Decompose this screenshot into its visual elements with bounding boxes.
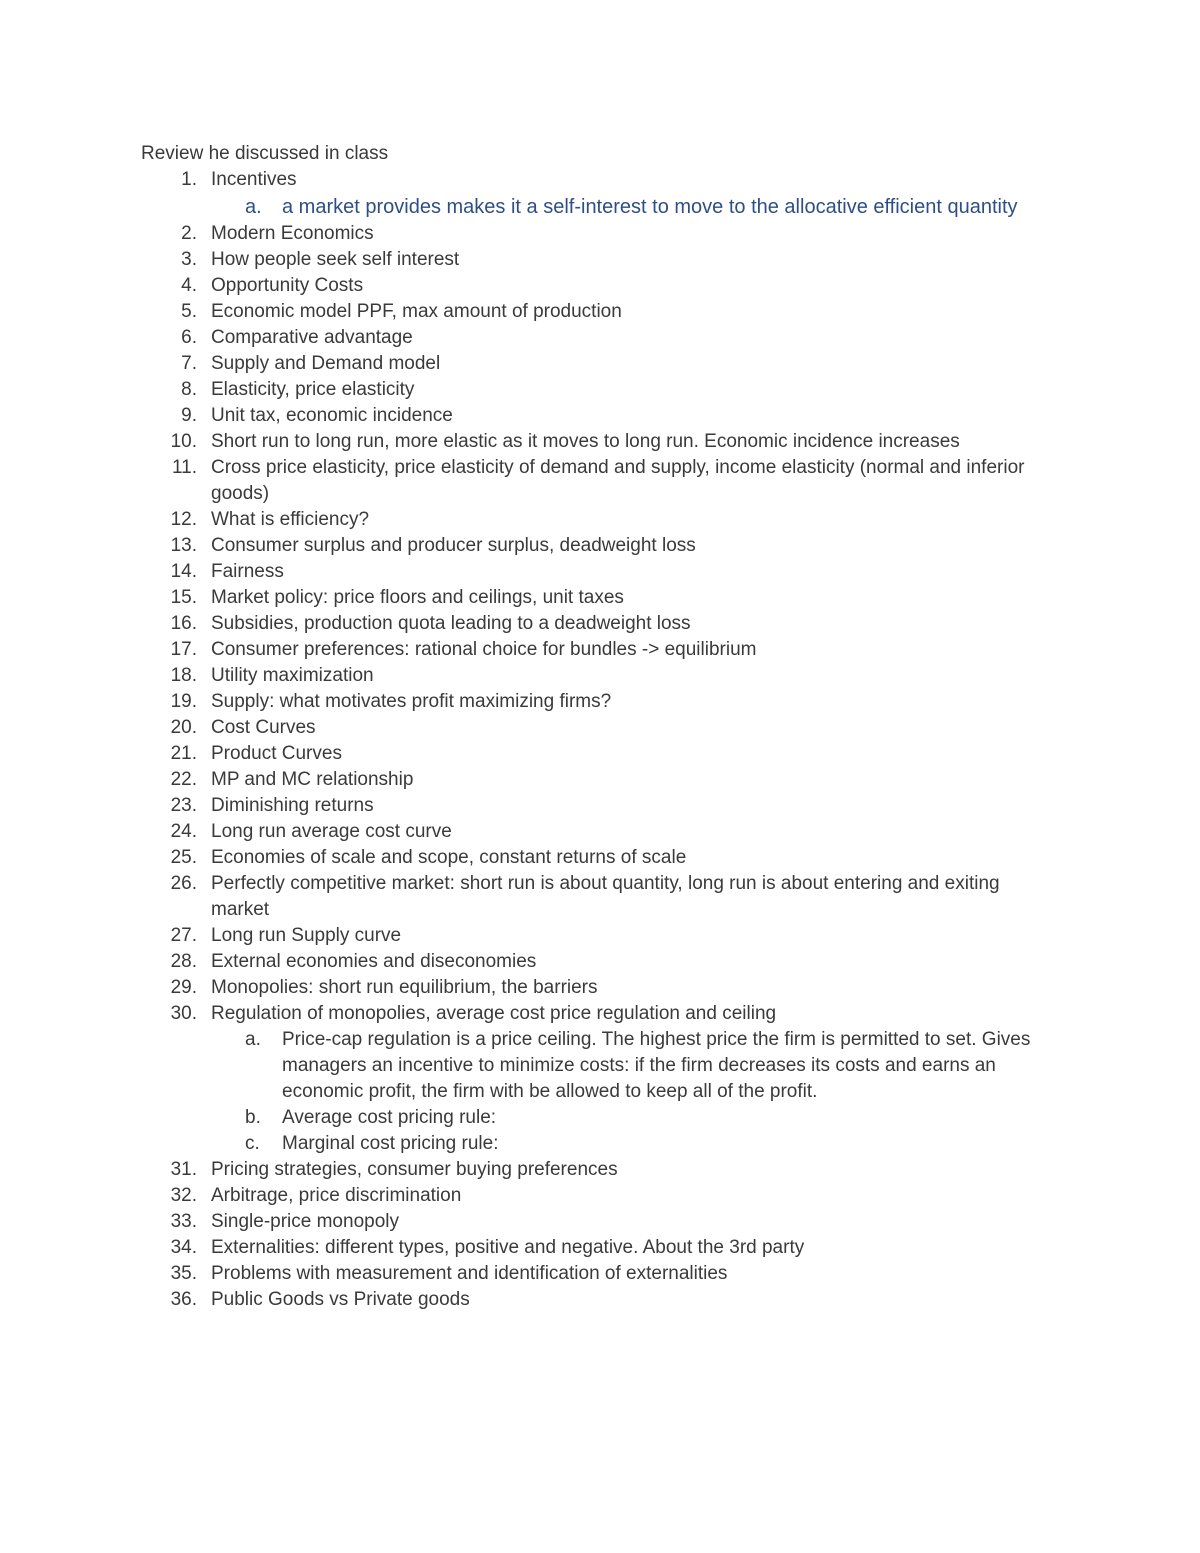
list-item-number: 30. xyxy=(170,1003,197,1024)
list-item-number: 18. xyxy=(170,665,197,686)
list-item-text: Long run Supply curve xyxy=(211,925,402,946)
sub-list xyxy=(141,1027,1061,1157)
list-item-number: 16. xyxy=(170,613,197,634)
list-item-number: 32. xyxy=(170,1185,197,1206)
list-item-number: 9. xyxy=(181,405,197,426)
list-item xyxy=(141,299,1061,325)
list-item-text: Fairness xyxy=(211,561,284,582)
list-item xyxy=(141,1209,1061,1235)
list-item xyxy=(141,1261,1061,1287)
list-item-text: Pricing strategies, consumer buying preferences xyxy=(211,1159,618,1180)
sub-list-container xyxy=(141,1027,1061,1157)
list-item xyxy=(141,663,1061,689)
list-item-text: Economies of scale and scope, constant returns of scale xyxy=(211,847,687,868)
list-item xyxy=(141,221,1061,247)
list-item xyxy=(141,1287,1061,1313)
list-item-text: Opportunity Costs xyxy=(211,275,364,296)
list-item xyxy=(141,559,1061,585)
list-item-number: 15. xyxy=(170,587,197,608)
list-item xyxy=(141,949,1061,975)
sub-list-item-text: Price-cap regulation is a price ceiling. The highest price the firm is permitted to set. Gives managers an incentive to minimize costs: if the firm decreases its costs and earns an economic profit, the firm with be allowed to keep all of the profit. xyxy=(282,1029,1031,1102)
sub-list-item-text: Marginal cost pricing rule: xyxy=(282,1133,499,1154)
sub-list-item-label: a. xyxy=(245,1029,261,1050)
list-item-number: 36. xyxy=(170,1289,197,1310)
list-item xyxy=(141,533,1061,559)
list-item xyxy=(141,325,1061,351)
list-item-number: 35. xyxy=(170,1263,197,1284)
list-item-text: Problems with measurement and identification of externalities xyxy=(211,1263,728,1284)
sub-list xyxy=(141,193,1061,221)
list-item xyxy=(141,167,1061,193)
list-item xyxy=(141,403,1061,429)
list-item-text: Regulation of monopolies, average cost price regulation and ceiling xyxy=(211,1003,777,1024)
list-item xyxy=(141,871,1061,923)
list-item xyxy=(141,429,1061,455)
list-item-text: Modern Economics xyxy=(211,223,374,244)
list-item-number: 4. xyxy=(181,275,197,296)
sub-list-item xyxy=(141,1105,1061,1131)
list-item-text: Product Curves xyxy=(211,743,342,764)
list-item-number: 21. xyxy=(170,743,197,764)
sub-list-item xyxy=(141,1131,1061,1157)
list-item-text: Incentives xyxy=(211,169,297,190)
list-item-number: 6. xyxy=(181,327,197,348)
list-item-text: Supply and Demand model xyxy=(211,353,441,374)
sub-list-item-label: b. xyxy=(245,1107,261,1128)
list-item-number: 23. xyxy=(170,795,197,816)
list-item-text: Long run average cost curve xyxy=(211,821,452,842)
list-item-text: External economies and diseconomies xyxy=(211,951,537,972)
list-item-number: 31. xyxy=(170,1159,197,1180)
list-item xyxy=(141,689,1061,715)
list-item xyxy=(141,273,1061,299)
list-item xyxy=(141,793,1061,819)
list-item-number: 29. xyxy=(170,977,197,998)
list-item-text: Public Goods vs Private goods xyxy=(211,1289,470,1310)
list-item-number: 22. xyxy=(170,769,197,790)
list-item-number: 17. xyxy=(170,639,197,660)
list-item-text: Externalities: different types, positive and negative. About the 3rd party xyxy=(211,1237,805,1258)
list-item-number: 26. xyxy=(170,873,197,894)
sub-list-item xyxy=(141,1027,1061,1105)
list-item xyxy=(141,377,1061,403)
sub-list-item-text: a market provides makes it a self-interest to move to the allocative efficient quantity xyxy=(282,196,1018,218)
list-item-text: Consumer surplus and producer surplus, deadweight loss xyxy=(211,535,696,556)
list-item xyxy=(141,767,1061,793)
list-item xyxy=(141,819,1061,845)
list-item-number: 8. xyxy=(181,379,197,400)
list-item-text: Arbitrage, price discrimination xyxy=(211,1185,462,1206)
list-item xyxy=(141,611,1061,637)
list-item-number: 33. xyxy=(170,1211,197,1232)
list-item-number: 19. xyxy=(170,691,197,712)
list-item-text: What is efficiency? xyxy=(211,509,370,530)
list-item xyxy=(141,1235,1061,1261)
list-item-text: Cost Curves xyxy=(211,717,316,738)
sub-list-container xyxy=(141,193,1061,221)
list-item xyxy=(141,1001,1061,1027)
list-item-number: 14. xyxy=(170,561,197,582)
list-item-number: 20. xyxy=(170,717,197,738)
list-item xyxy=(141,923,1061,949)
list-item xyxy=(141,741,1061,767)
list-item xyxy=(141,637,1061,663)
list-item-number: 11. xyxy=(171,457,197,478)
list-item-number: 1. xyxy=(181,169,197,190)
topic-list xyxy=(141,167,1061,1313)
sub-list-item-text: Average cost pricing rule: xyxy=(282,1107,497,1128)
list-item-text: Monopolies: short run equilibrium, the barriers xyxy=(211,977,598,998)
list-item-text: Elasticity, price elasticity xyxy=(211,379,415,400)
list-item-number: 34. xyxy=(170,1237,197,1258)
list-item-number: 2. xyxy=(181,223,197,244)
list-item-number: 24. xyxy=(170,821,197,842)
document-content xyxy=(141,141,1061,1313)
list-item-number: 27. xyxy=(170,925,197,946)
list-item-number: 25. xyxy=(170,847,197,868)
sub-list-item xyxy=(141,193,1061,221)
sub-list-item-label: c. xyxy=(245,1133,260,1154)
document-heading: Review he discussed in class xyxy=(141,143,389,164)
list-item-text: Diminishing returns xyxy=(211,795,374,816)
list-item-number: 7. xyxy=(181,353,197,374)
list-item-text: Utility maximization xyxy=(211,665,374,686)
list-item-text: Perfectly competitive market: short run is about quantity, long run is about entering and exiting market xyxy=(211,873,1000,920)
list-item-text: Consumer preferences: rational choice for bundles -> equilibrium xyxy=(211,639,757,660)
list-item-text: Short run to long run, more elastic as it moves to long run. Economic incidence increases xyxy=(211,431,960,452)
list-item-text: Economic model PPF, max amount of production xyxy=(211,301,622,322)
list-item xyxy=(141,585,1061,611)
list-item xyxy=(141,715,1061,741)
list-item xyxy=(141,975,1061,1001)
list-item-number: 10. xyxy=(170,431,197,452)
list-item xyxy=(141,455,1061,507)
list-item xyxy=(141,351,1061,377)
list-item-text: Supply: what motivates profit maximizing firms? xyxy=(211,691,612,712)
list-item-text: Market policy: price floors and ceilings, unit taxes xyxy=(211,587,624,608)
list-item xyxy=(141,507,1061,533)
list-item xyxy=(141,845,1061,871)
list-item-text: Comparative advantage xyxy=(211,327,413,348)
list-item-text: Unit tax, economic incidence xyxy=(211,405,453,426)
list-item-number: 5. xyxy=(181,301,197,322)
list-item-text: How people seek self interest xyxy=(211,249,460,270)
list-item xyxy=(141,247,1061,273)
list-item-text: Cross price elasticity, price elasticity of demand and supply, income elasticity (normal and inferior goods) xyxy=(211,457,1025,504)
list-item-number: 12. xyxy=(170,509,197,530)
list-item-number: 28. xyxy=(170,951,197,972)
list-item-text: Subsidies, production quota leading to a deadweight loss xyxy=(211,613,691,634)
list-item-text: Single-price monopoly xyxy=(211,1211,399,1232)
sub-list-item-label: a. xyxy=(245,196,262,218)
list-item-text: MP and MC relationship xyxy=(211,769,414,790)
list-item xyxy=(141,1157,1061,1183)
list-item-number: 3. xyxy=(181,249,197,270)
list-item xyxy=(141,1183,1061,1209)
list-item-number: 13. xyxy=(170,535,197,556)
